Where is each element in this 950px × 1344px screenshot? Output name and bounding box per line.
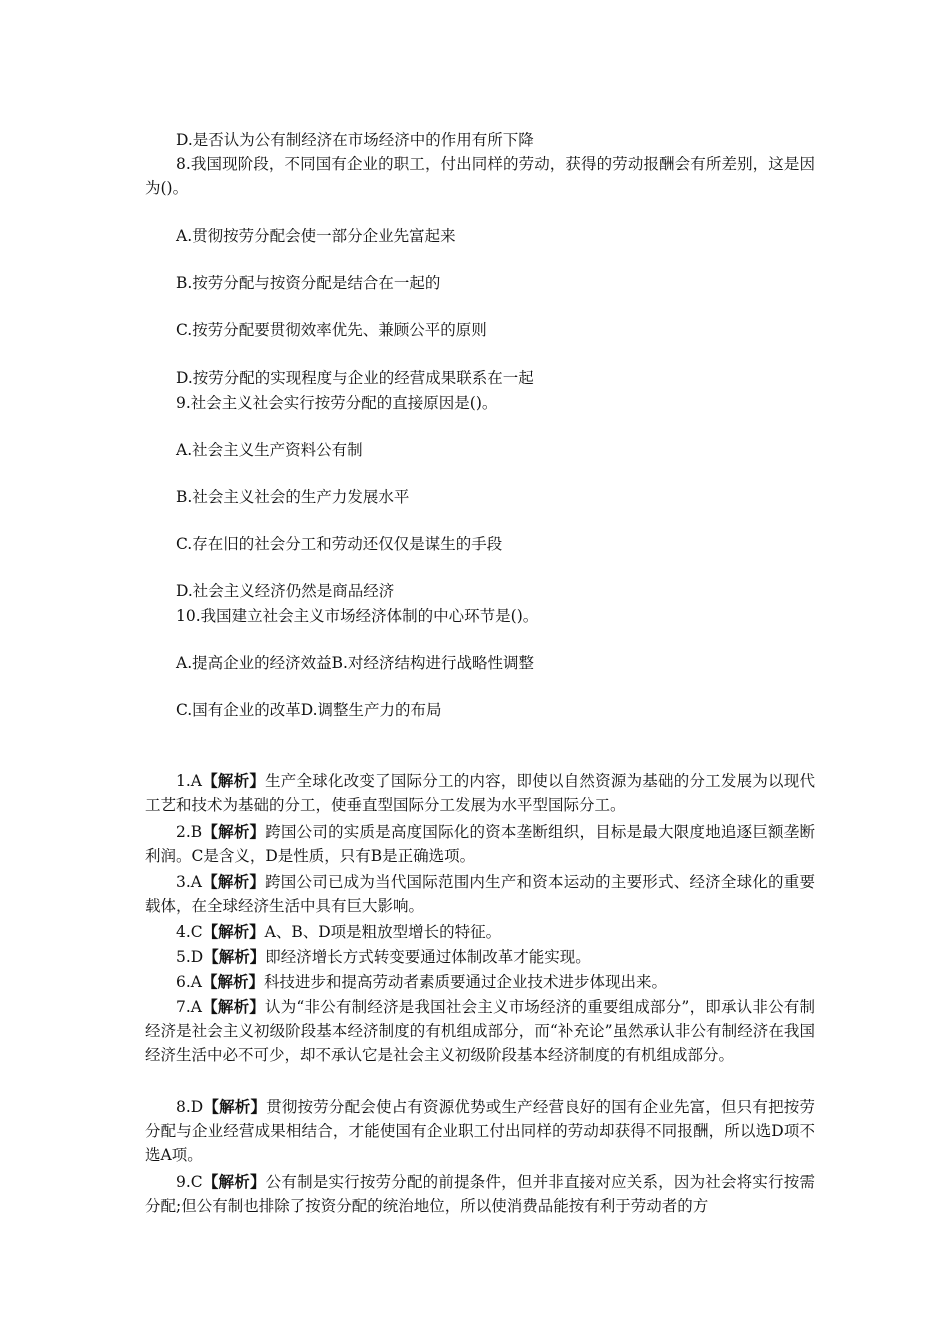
q8-option-b: B.按劳分配与按资分配是结合在一起的 xyxy=(176,274,441,292)
answer-4 xyxy=(145,920,815,944)
answer-6 xyxy=(145,970,815,994)
answer-9 xyxy=(145,1170,815,1218)
q10-stem: 10.我国建立社会主义市场经济体制的中心环节是()。 xyxy=(176,607,539,625)
q9-option-a: A.社会主义生产资料公有制 xyxy=(176,441,363,459)
answer-5 xyxy=(145,945,815,969)
q9-stem: 9.社会主义社会实行按劳分配的直接原因是()。 xyxy=(176,394,498,412)
analysis-tag: 【解析】 xyxy=(202,822,266,841)
answer-text: 生产全球化改变了国际分工的内容，即使以自然资源为基础的分工发展为以现代工艺和技术为基础的分工，使垂直型国际分工发展为水平型国际分工。 xyxy=(145,772,815,814)
answer-text: 跨国公司已成为当代国际范围内生产和资本运动的主要形式、经济全球化的重要载体，在全球经济生活中具有巨大影响。 xyxy=(145,873,815,915)
q8-option-a: A.贯彻按劳分配会使一部分企业先富起来 xyxy=(176,227,456,245)
answer-text: 科技进步和提高劳动者素质要通过企业技术进步体现出来。 xyxy=(264,973,668,991)
answer-number: 3.A xyxy=(176,873,202,891)
q9-option-c: C.存在旧的社会分工和劳动还仅仅是谋生的手段 xyxy=(176,535,503,553)
q10-options-ab: A.提高企业的经济效益B.对经济结构进行战略性调整 xyxy=(176,654,534,672)
answer-text: 即经济增长方式转变要通过体制改革才能实现。 xyxy=(265,948,591,966)
answer-number: 7.A xyxy=(176,998,202,1016)
answer-text: 跨国公司的实质是高度国际化的资本垄断组织，目标是最大限度地追逐巨额垄断利润。C是含义，D是性质，只有B是正确选项。 xyxy=(145,823,815,865)
answer-1 xyxy=(145,769,815,817)
analysis-tag: 【解析】 xyxy=(203,1097,267,1116)
q9-option-d: D.社会主义经济仍然是商品经济 xyxy=(176,582,395,600)
answer-2 xyxy=(145,820,815,868)
answer-text: 认为“非公有制经济是我国社会主义市场经济的重要组成部分”，即承认非公有制经济是社会主义初级阶段基本经济制度的有机组成部分，而“补充论”虽然承认非公有制经济在我国经济生活中必不可少，却不承认它是社会主义初级阶段基本经济制度的有机组成部分。 xyxy=(145,998,815,1064)
analysis-tag: 【解析】 xyxy=(202,1172,266,1191)
answer-number: 4.C xyxy=(176,923,203,941)
analysis-tag: 【解析】 xyxy=(201,771,266,790)
answer-number: 8.D xyxy=(176,1098,204,1116)
answer-text: 贯彻按劳分配会使占有资源优势或生产经营良好的国有企业先富，但只有把按劳分配与企业经营成果相结合，才能使国有企业职工付出同样的劳动却获得不同报酬，所以选D项不选A项。 xyxy=(145,1098,815,1164)
answer-number: 2.B xyxy=(176,823,203,841)
q8-option-c: C.按劳分配要贯彻效率优先、兼顾公平的原则 xyxy=(176,321,487,339)
answer-3 xyxy=(145,870,815,918)
answer-8 xyxy=(145,1095,815,1167)
answer-number: 1.A xyxy=(176,772,202,790)
q8-stem: 8.我国现阶段，不同国有企业的职工，付出同样的劳动，获得的劳动报酬会有所差别，这是因为()。 xyxy=(145,155,815,197)
q8-option-d: D.按劳分配的实现程度与企业的经营成果联系在一起 xyxy=(176,369,534,387)
analysis-tag: 【解析】 xyxy=(201,972,264,991)
answer-number: 6.A xyxy=(176,973,202,991)
analysis-tag: 【解析】 xyxy=(201,997,266,1016)
answer-text: 公有制是实行按劳分配的前提条件，但并非直接对应关系，因为社会将实行按需分配;但公有制也排除了按资分配的统治地位，所以使消费品能按有利于劳动者的方 xyxy=(145,1173,815,1215)
analysis-tag: 【解析】 xyxy=(202,922,265,941)
answer-number: 9.C xyxy=(176,1173,203,1191)
analysis-tag: 【解析】 xyxy=(201,872,266,891)
q7-option-d: D.是否认为公有制经济在市场经济中的作用有所下降 xyxy=(176,131,534,149)
analysis-tag: 【解析】 xyxy=(203,947,266,966)
q10-options-cd: C.国有企业的改革D.调整生产力的布局 xyxy=(176,701,442,719)
answer-7 xyxy=(145,995,815,1067)
answer-text: A、B、D项是粗放型增长的特征。 xyxy=(264,923,502,941)
q9-option-b: B.社会主义社会的生产力发展水平 xyxy=(176,488,410,506)
answer-number: 5.D xyxy=(176,948,204,966)
